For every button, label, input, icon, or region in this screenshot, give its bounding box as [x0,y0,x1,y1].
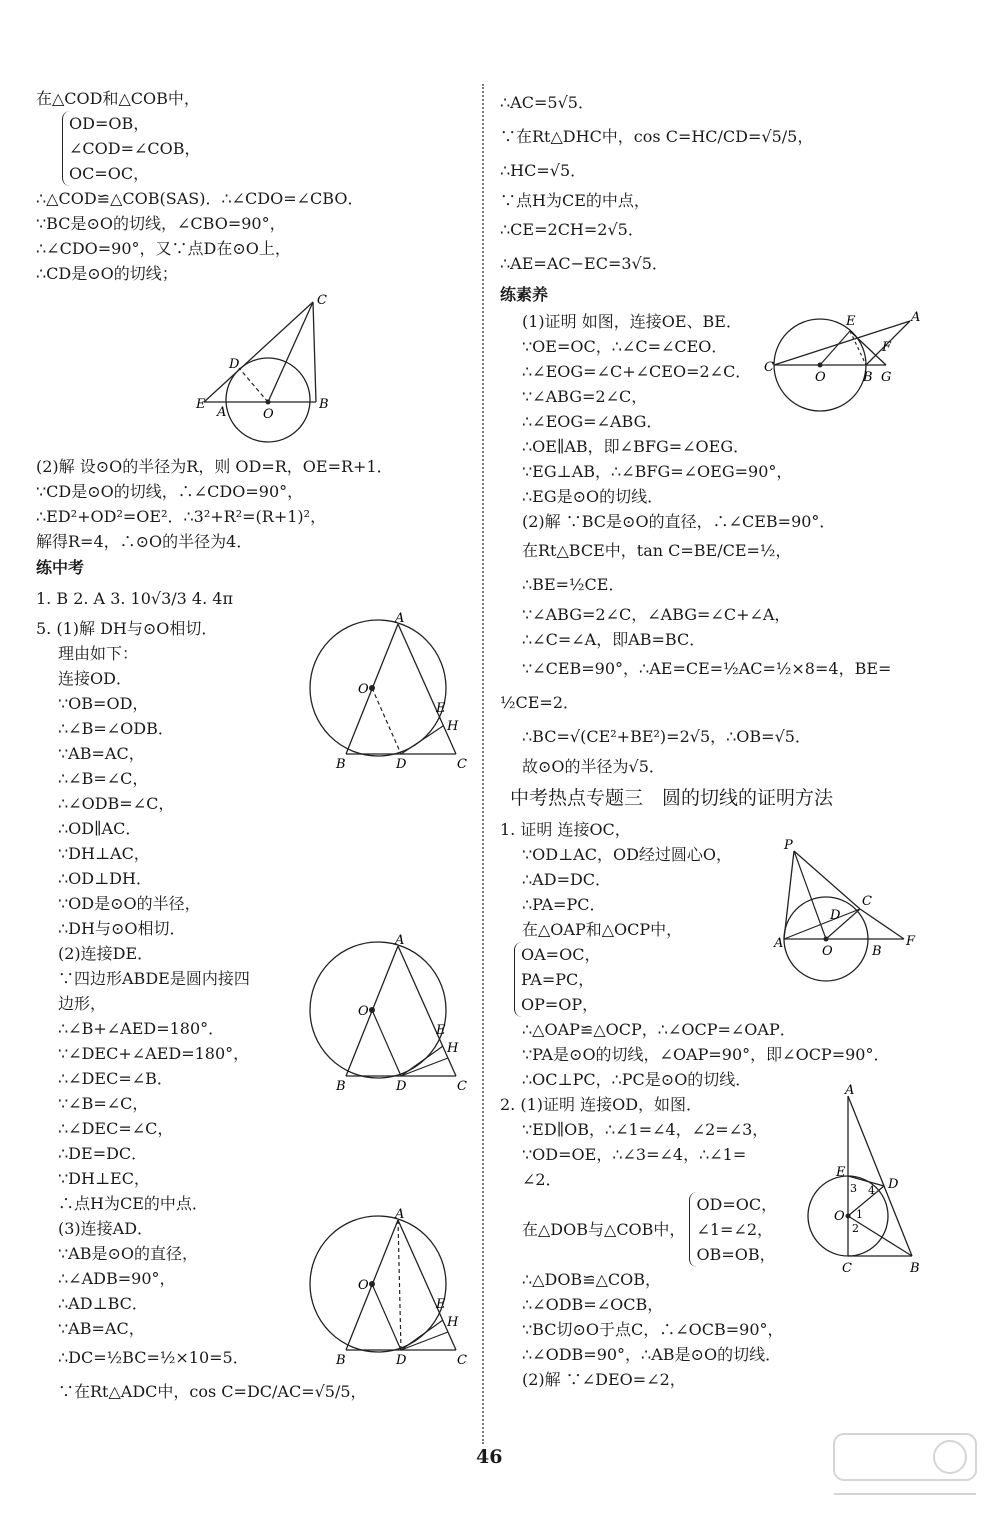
point-label: C [457,1353,467,1368]
point-label: C [842,1261,852,1276]
text-line: ∴∠EOG=∠ABG． [522,412,663,431]
point-label: B [863,370,873,385]
point-label: O [358,682,369,697]
text-line: ∴△OAP≌△OCP，∴∠OCP=∠OAP． [522,1020,796,1039]
text-line: ∴DE=DC． [58,1144,148,1163]
text-line: ∴DC=½BC=½×10=5． [58,1348,249,1367]
text-line: OA=OC， [521,945,601,964]
text-line: ∵AB是⊙O的直径， [58,1244,199,1263]
point-label: E [846,314,856,329]
text-line: ∵DH⊥EC， [58,1169,150,1188]
left-column [36,86,468,1409]
point-label: H [447,719,459,734]
text-line: ∴点H为CE的中点． [58,1194,208,1213]
angle-label: 3 [850,1182,857,1195]
text-line: ∴∠B=∠ODB． [58,719,174,738]
text-line: ∵OD=OE，∴∠3=∠4，∴∠1= [522,1145,747,1164]
text-line: (2)连接DE． [58,944,154,963]
angle-label: 2 [852,1222,859,1235]
text-line: 2. (1)证明 连接OD，如图． [500,1095,703,1114]
point-label: B [872,944,882,959]
text-line: 在△COD和△COB中， [36,89,200,108]
text-line: ∴AE=AC−EC=3√5． [500,254,668,273]
text-line: ∵EG⊥AB，∴∠BFG=∠OEG=90°， [522,462,793,481]
text-line: ∵PA是⊙O的切线，∠OAP=90°，即∠OCP=90°． [522,1045,890,1064]
text-line: ∴AD⊥BC． [58,1294,148,1313]
figure-triangle-2 [298,933,478,1098]
text-line: 解得R=4，∴⊙O的半径为4． [36,532,253,551]
text-line: ∵ED∥OB，∴∠1=∠4，∠2=∠3， [522,1120,769,1139]
point-label: D [396,1079,407,1094]
text-line: ∵CD是⊙O的切线，∴∠CDO=90°， [36,482,304,501]
text-line: (1)证明 如图，连接OE、BE． [522,312,742,331]
point-label: O [358,1278,369,1293]
figure-right-triangle [820,1083,930,1278]
text-line: ∴OC⊥PC，∴PC是⊙O的切线． [522,1070,752,1089]
text-line: ½CE=2． [500,693,580,712]
text-line: ∵OE=OC，∴∠C=∠CEO． [522,337,728,356]
text-line: ∴EG是⊙O的切线． [522,487,664,506]
text-line: (2)解 ∵∠DEO=∠2， [522,1370,686,1389]
point-label: A [395,1207,405,1222]
problem-1 [500,817,970,1092]
condition-brace [689,1192,777,1267]
text-line: ∴∠ODB=90°，∴AB是⊙O的切线． [522,1345,782,1364]
point-label: O [822,944,833,959]
point-label: A [911,310,921,325]
point-label: C [457,1079,467,1094]
point-label: D [229,357,240,372]
text-line: ∵DH⊥AC， [58,844,150,863]
angle-label: 1 [856,1208,863,1221]
text-line: ∴OE∥AB，即∠BFG=∠OEG． [522,437,750,456]
text-line: ∴AC=5√5． [500,93,594,112]
text-line: OD=OC， [696,1195,778,1214]
right-column [500,86,970,1392]
text-line: ∵OD是⊙O的半径， [58,894,201,913]
text-line: ∵∠ABG=2∠C，∠ABG=∠C+∠A， [522,605,791,624]
section-heading: 练素养 [500,285,549,304]
figure-triangle-3 [298,1207,478,1372]
column-divider [482,84,484,1444]
point-label: H [447,1315,459,1330]
text-line: ∴∠B=∠C， [58,769,149,788]
question-5 [36,611,468,1409]
text-line: ∴CD是⊙O的切线； [36,264,178,283]
text-line: 5. (1)解 DH与⊙O相切． [36,619,218,638]
point-label: E [436,1297,446,1312]
text-line: 故⊙O的半径为√5． [522,757,665,776]
text-line: ∵∠CEB=90°，∴AE=CE=½AC=½×8=4，BE= [522,659,892,678]
text-line: ∴∠DEC=∠B． [58,1069,173,1088]
point-label: E [436,1023,446,1038]
point-label: F [882,340,892,355]
point-label: B [319,397,329,412]
text-line: ∴PA=PC． [522,895,606,914]
text-line: (2)解 设⊙O的半径为R，则 OD=R，OE=R+1． [36,457,393,476]
text-line: 1. 证明 连接OC， [500,820,631,839]
figure-tangent-pc [774,838,948,1009]
text-line: 边形， [58,994,107,1013]
text-line: (2)解 ∵BC是⊙O的直径，∴∠CEB=90°． [522,512,836,531]
text-line: 在△DOB与△COB中， [522,1220,686,1239]
text-line: ∴∠ODB=∠C， [58,794,175,813]
point-label: H [447,1041,459,1056]
text-line: ∴DH与⊙O相切． [58,919,186,938]
point-label: B [336,1079,346,1094]
point-label: D [830,908,841,923]
point-label: C [862,894,872,909]
text-line: PA=PC， [521,970,595,989]
text-line: OC=OC， [69,164,150,183]
point-label: A [395,611,405,626]
point-label: E [436,701,446,716]
point-label: P [784,838,793,853]
point-label: O [834,1209,845,1224]
text-line: ∴∠EOG=∠C+∠CEO=2∠C． [522,362,752,381]
text-line: ∠1=∠2， [696,1220,774,1239]
figure-triangle-1 [298,611,478,776]
text-line: ∠2． [522,1170,562,1189]
point-label: B [910,1261,920,1276]
text-line: ∴∠C=∠A，即AB=BC． [522,630,706,649]
point-label: A [774,936,784,951]
page-number: 46 [476,1446,503,1468]
text-line: ∴CE=2CH=2√5． [500,220,644,239]
text-line: ∴BC=√(CE²+BE²)=2√5，∴OB=√5． [522,727,811,746]
practice-solution [500,309,970,779]
text-line: ∴AD=DC． [522,870,612,889]
point-label: F [906,934,916,949]
answer-line: 1. B 2. A 3. 10√3/3 4. 4π [36,589,233,608]
section-heading: 练中考 [36,558,85,577]
condition-brace [62,111,468,186]
text-line: OP=OP， [521,995,599,1014]
text-line: ∵OD⊥AC，OD经过圆心O， [522,845,733,864]
text-line: ∴OD∥AC． [58,819,142,838]
text-line: ∵BC是⊙O的切线，∠CBO=90°， [36,214,286,233]
text-line: ∴∠ADB=90°， [58,1269,176,1288]
text-line: ∵∠ABG=2∠C， [522,387,648,406]
point-label: E [196,397,206,412]
point-label: D [888,1177,899,1192]
text-line: ∴∠CDO=90°，又∵点D在⊙O上， [36,239,291,258]
text-line: ∴∠B+∠AED=180°． [58,1019,225,1038]
problem-2 [500,1083,970,1392]
text-line: OB=OB， [696,1245,776,1264]
text-line: 在△OAP和△OCP中， [522,920,683,939]
text-line: ∴△COD≌△COB(SAS)．∴∠CDO=∠CBO． [36,189,364,208]
text-line: ∵四边形ABDE是圆内接四 [58,969,250,988]
figure-circle-tangent-cd [36,290,468,450]
point-label: C [457,757,467,772]
point-label: D [396,1353,407,1368]
text-line: ∴ED²+OD²=OE²．∴3²+R²=(R+1)²， [36,507,327,526]
text-line: 理由如下： [58,644,139,663]
text-line: ∵OB=OD， [58,694,149,713]
text-line: OD=OB， [69,114,150,133]
text-line: ∵点H为CE的中点， [500,191,650,210]
text-line: ∠COD=∠COB， [69,139,201,158]
topic-title: 中考热点专题三 圆的切线的证明方法 [510,787,834,809]
text-line: ∴∠ODB=∠OCB， [522,1295,664,1314]
text-line: ∵AB=AC， [58,744,145,763]
text-line: ∴△DOB≌△COB， [522,1270,662,1289]
text-line: ∴∠DEC=∠C， [58,1119,174,1138]
text-line: 在Rt△BCE中，tan C=BE/CE=½， [522,541,792,560]
point-label: A [395,933,405,948]
point-label: D [396,757,407,772]
point-label: O [358,1004,369,1019]
text-line: (3)连接AD． [58,1219,154,1238]
text-line: ∴BE=½CE． [522,575,625,594]
point-label: B [336,1353,346,1368]
point-label: A [217,405,227,420]
text-line: ∵AB=AC， [58,1319,145,1338]
text-line: ∵∠DEC+∠AED=180°， [58,1044,250,1063]
text-line: ∵BC切⊙O于点C，∴∠OCB=90°， [522,1320,784,1339]
point-label: A [845,1083,855,1098]
text-line: 连接OD． [58,669,132,688]
watermark-logo [830,1430,980,1510]
text-line: ∴OD⊥DH． [58,869,152,888]
text-line: ∴HC=√5． [500,161,587,180]
text-line: ∵∠B=∠C， [58,1094,149,1113]
point-label: C [764,360,774,375]
point-label: C [317,293,327,308]
figure-tangent-eg [764,309,968,439]
point-label: E [836,1165,846,1180]
point-label: O [815,370,826,385]
text-line: ∵在Rt△ADC中，cos C=DC/AC=√5/5， [58,1382,367,1401]
angle-label: 4 [868,1184,875,1197]
point-label: B [336,757,346,772]
point-label: O [263,407,274,422]
text-line: ∵在Rt△DHC中，cos C=HC/CD=√5/5， [500,127,814,146]
point-label: G [881,370,892,385]
